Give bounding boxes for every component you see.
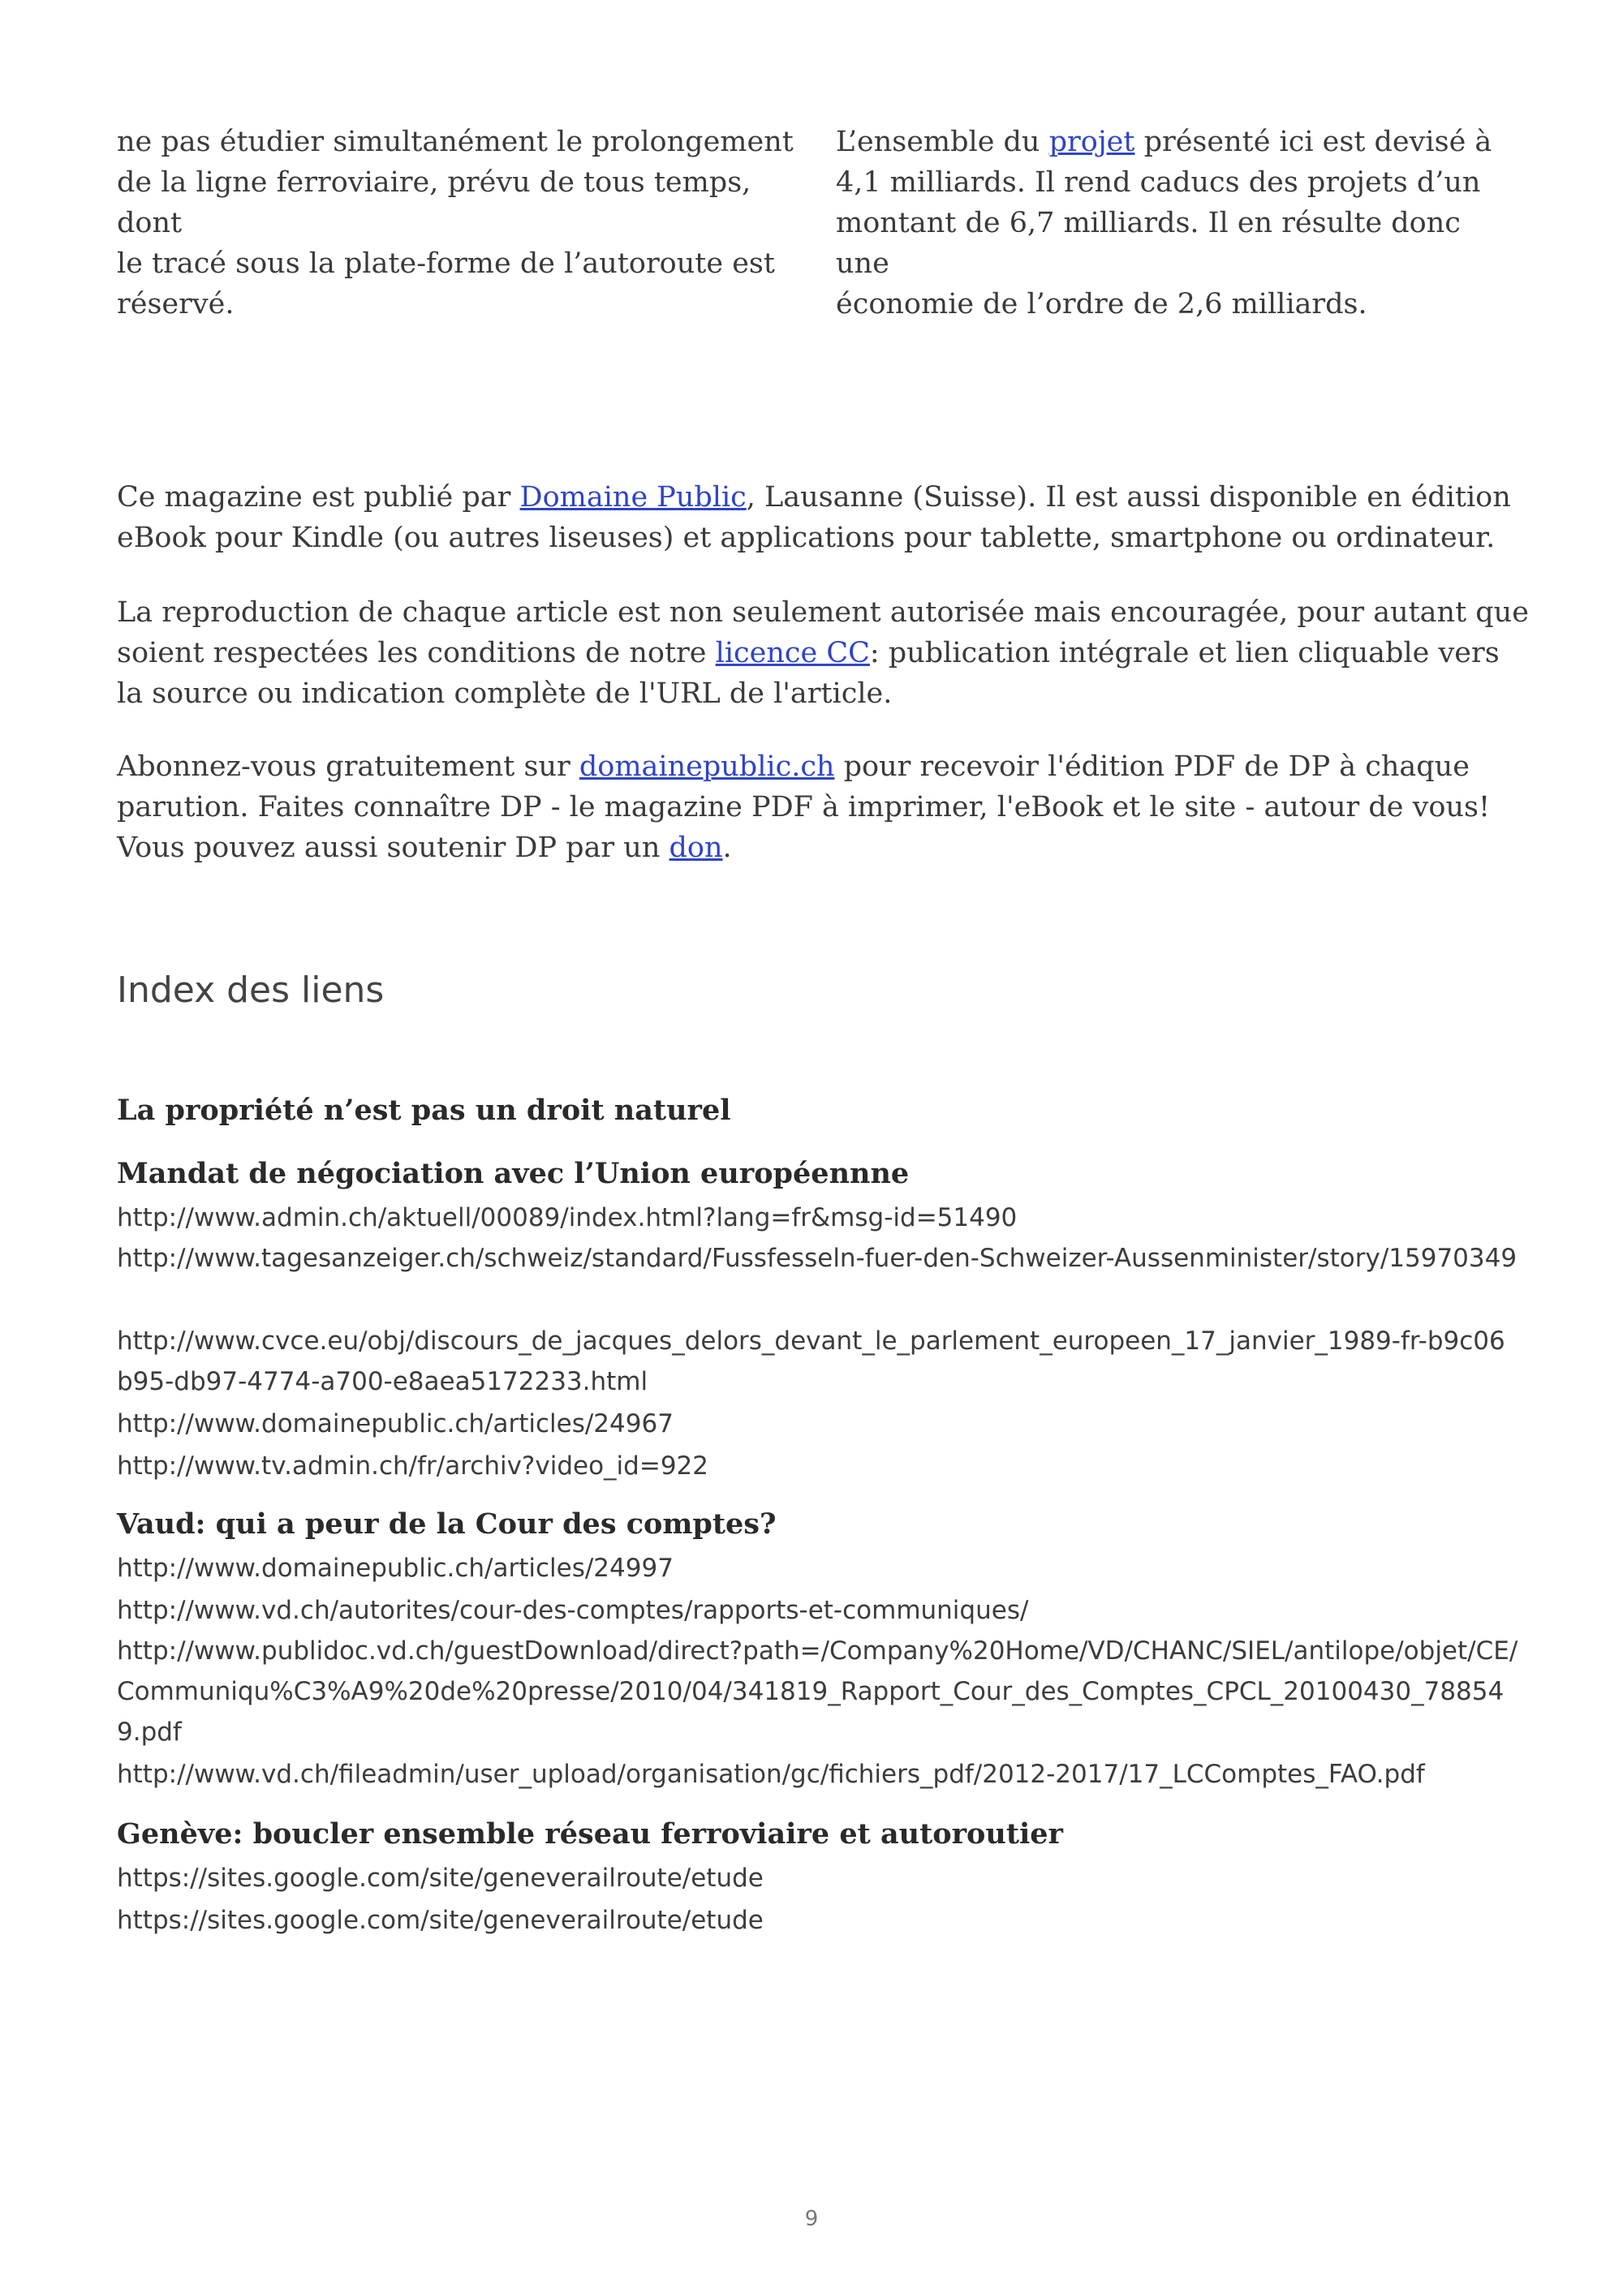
domaine-public-link[interactable]: Domaine Public (519, 481, 747, 514)
text-fragment: : publication intégrale et lien cliquable vers la source ou indication complète de l'URL de l'article. (117, 637, 1500, 710)
subscribe-paragraph (117, 746, 1529, 868)
publisher-paragraph (117, 477, 1529, 558)
article-title: La propriété n’est pas un droit naturel (117, 1094, 731, 1127)
link-url[interactable]: http://www.vd.ch/fileadmin/user_upload/organisation/gc/fichiers_pdf/2012-2017/17_LCComptes_FAO.pdf (117, 1760, 1425, 1789)
link-url[interactable]: http://www.publidoc.vd.ch/guestDownload/direct?path=/Company%20Home/VD/CHANC/SIEL/antilope/objet/CE/Communiqu%C3%A9%20de%20presse/2010/04/341819_Rapport_Cour_des_Comptes_CPCL_20100430_788549.pdf (117, 1636, 1518, 1747)
text-line: de la ligne ferroviaire, prévu de tous temps, dont (117, 166, 751, 239)
text-fragment: La reproduction de chaque article est non seulement autorisée mais encouragée, pour autant que soient respectées les conditions de notre (117, 596, 1529, 669)
text-fragment: , Lausanne (Suisse). Il est aussi disponible en édition eBook pour Kindle (ou autres liseuses) et applications pour tablette, smartphone ou ordinateur. (117, 481, 1511, 554)
don-link[interactable]: don (669, 832, 723, 864)
domainepublic-link[interactable]: domainepublic.ch (579, 750, 835, 783)
text-fragment: L’ensemble du (836, 126, 1049, 158)
text-line (836, 122, 1509, 162)
page-number: 9 (804, 2207, 819, 2231)
text-line: ne pas étudier simultanément le prolongement (117, 126, 794, 158)
text-line: le tracé sous la plate-forme de l’autoroute est (117, 247, 775, 280)
link-url[interactable]: http://www.tagesanzeiger.ch/schweiz/standard/Fussfesseln-fuer-den-Schweizer-Aussenminister/story/15970349 (117, 1244, 1518, 1273)
text-line: économie de l’ordre de 2,6 milliards. (836, 288, 1367, 320)
left-column-text (117, 122, 803, 325)
article-title: Vaud: qui a peur de la Cour des comptes? (117, 1507, 777, 1541)
link-url[interactable]: http://www.vd.ch/autorites/cour-des-comptes/rapports-et-communiques/ (117, 1596, 1029, 1625)
text-line: réservé. (117, 288, 235, 320)
link-url[interactable]: http://www.cvce.eu/obj/discours_de_jacques_delors_devant_le_parlement_europeen_17_janvier_1989-fr-b9c06b95-db97-4774-a700-e8aea5172233.html (117, 1326, 1505, 1396)
article-title: Genève: boucler ensemble réseau ferroviaire et autoroutier (117, 1817, 1063, 1851)
right-column-text (836, 122, 1509, 325)
licence-cc-link[interactable]: licence CC (715, 637, 870, 669)
text-fragment: Abonnez-vous gratuitement sur (117, 750, 579, 783)
text-fragment: Ce magazine est publié par (117, 481, 520, 514)
index-heading: Index des liens (117, 970, 385, 1011)
license-paragraph (117, 592, 1529, 714)
text-line: 4,1 milliards. Il rend caducs des projets d’un (836, 166, 1481, 199)
text-line: montant de 6,7 milliards. Il en résulte donc une (836, 207, 1461, 280)
article-title: Mandat de négociation avec l’Union européennne (117, 1157, 910, 1190)
link-url[interactable]: http://www.domainepublic.ch/articles/24967 (117, 1409, 674, 1438)
text-fragment: . (722, 832, 732, 864)
text-fragment: pour recevoir l'édition PDF de DP à chaque parution. Faites connaître DP - le magazine PDF à imprimer, l'eBook et le site - autour de vous! Vous pouvez aussi soutenir DP par un (117, 750, 1491, 864)
projet-link[interactable]: projet (1048, 126, 1135, 158)
link-url[interactable]: https://sites.google.com/site/geneverailroute/etude (117, 1864, 764, 1893)
link-url[interactable]: http://www.domainepublic.ch/articles/24997 (117, 1554, 674, 1583)
link-url[interactable]: https://sites.google.com/site/geneverailroute/etude (117, 1906, 764, 1935)
text-fragment: présenté ici est devisé à (1134, 126, 1492, 158)
link-url[interactable]: http://www.tv.admin.ch/fr/archiv?video_id=922 (117, 1451, 708, 1481)
link-url[interactable]: http://www.admin.ch/aktuell/00089/index.html?lang=fr&msg-id=51490 (117, 1203, 1018, 1232)
